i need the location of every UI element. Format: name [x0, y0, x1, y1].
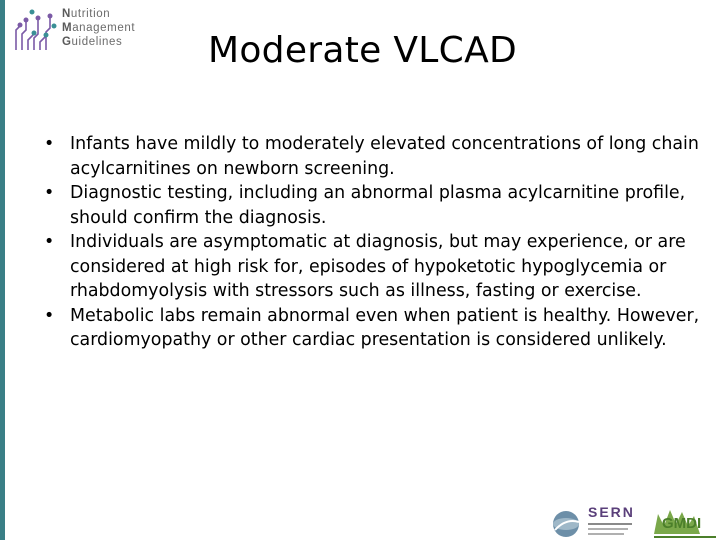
bullet-item: • Diagnostic testing, including an abnormal plasma acylcarnitine profile, should confirm the diagnosis. — [44, 183, 686, 228]
nutrition-guidelines-logo-icon — [12, 4, 60, 54]
brand-wordmark — [62, 7, 135, 49]
partner-logos — [550, 500, 720, 540]
gmdi-logo-icon — [654, 510, 716, 538]
sern-logo-icon — [553, 504, 635, 537]
bullet-marker: • — [44, 183, 55, 203]
bullet-marker: • — [44, 134, 55, 154]
sern-logo-text: SERN — [588, 504, 635, 520]
slide-title: Moderate VLCAD — [208, 30, 518, 71]
brand-line: Guidelines — [62, 36, 123, 48]
left-accent-bar — [0, 0, 5, 540]
bullet-item: • Individuals are asymptomatic at diagnosis, but may experience, or are considered at high risk for, episodes of hypoketotic hypoglycemia or rhabdomyolysis with stressors such as illness, fasting or exercise. — [44, 232, 686, 301]
bullet-marker: • — [44, 232, 55, 252]
brand-line: Management — [62, 22, 136, 34]
bullet-marker: • — [44, 305, 55, 326]
bullet-list — [44, 132, 704, 353]
bullet-item: • Infants have mildly to moderately elevated concentrations of long chain acylcarnitines on newborn screening. — [44, 134, 699, 179]
gmdi-logo-text: GMDI — [662, 515, 702, 532]
bullet-item: • Metabolic labs remain abnormal even when patient is healthy. However, cardiomyopathy or other cardiac presentation is considered unlikely. — [44, 305, 700, 350]
brand-line: Nutrition — [62, 8, 111, 20]
